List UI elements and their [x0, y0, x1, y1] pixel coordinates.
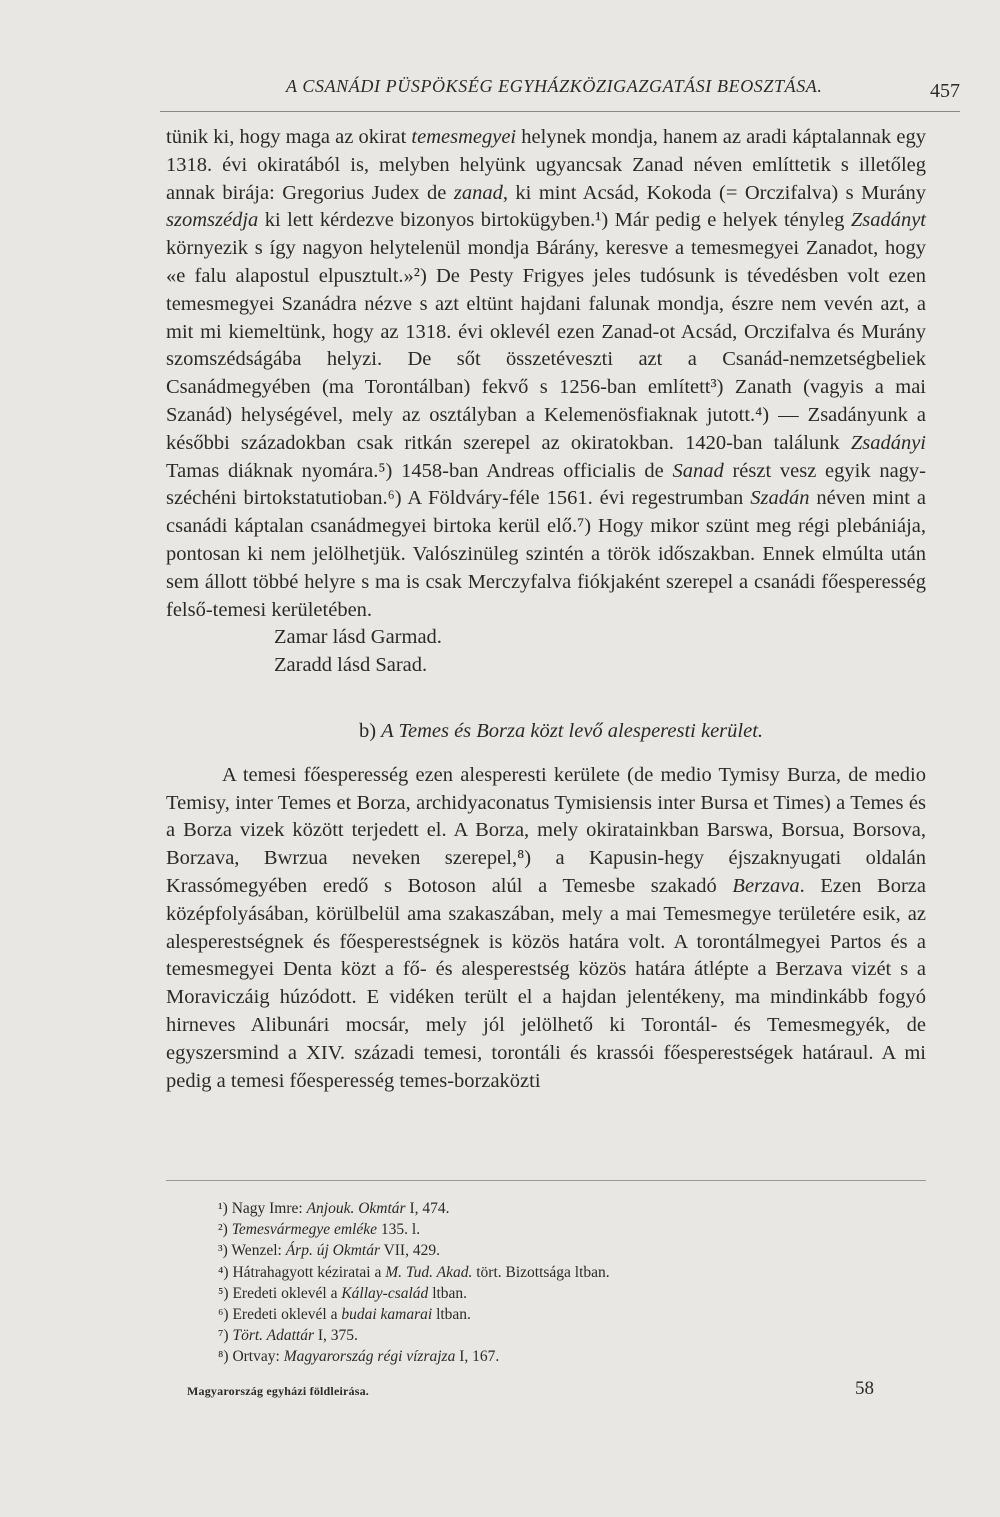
section-letter: b) [358, 719, 382, 742]
italic-term: Szadán [750, 487, 810, 510]
footnote-3: ³) Wenzel: Árp. új Okmtár VII, 429. [218, 1242, 440, 1260]
text-run: ki lett kérdezve bizonyos birtokügyben.¹) Már pedig e helyek tényleg [258, 209, 851, 232]
text-run: helynek mondja, hanem az aradi káptalannak egy 1318. évi okiratából is, melyben helyünk ugyancsak Zanad néven említtetik s illetőleg annak birája: Gregorius Judex de [166, 126, 926, 204]
italic-term: Berzava [732, 874, 800, 897]
cross-reference-zaradd: Zaradd lásd Sarad. [274, 654, 428, 677]
cross-reference-zamar: Zamar lásd Garmad. [274, 626, 442, 649]
paragraph-1 [166, 124, 926, 624]
italic-term: zanad [453, 181, 503, 204]
footnote-5: ⁵) Eredeti oklevél a Kállay-család ltban. [218, 1284, 468, 1302]
italic-term: szomszédja [166, 209, 259, 232]
text-run: , ki mint Acsád, Kokoda (= Orczifalva) s Murány [502, 181, 927, 204]
text-run: környezik s így nagyon helytelenül mondja Bárány, keresve a temesmegyei Zanadot, hogy «e falu alapostul elpusztult.»²) De Pesty Frigyes jeles tudósunk is tévedésben volt ezen temesmegyei Szanádra nézve s azt eltünt hajdani falunak mondja, észre nem vevén azt, a mit mi kiemeltünk, hogy az 1318. évi oklevél ezen Zanad-ot Acsád, Orczifalva és Murány szomszédságába helyzi. De sőt összetéveszti azt a Csanád-nemzetségbeliek Csanádmegyében (ma Torontálban) fekvő s 1256-ban említett³) Zanath (vagyis a mai Szanád) helységével, mely az osztályban a Kelemenösfiaknak jutott.⁴) — Zsadányunk a későbbi századokban csak ritkán szerepel az okiratokban. 1420-ban találunk [166, 237, 926, 454]
section-heading [166, 718, 926, 746]
text-run: A temesi főesperesség ezen alesperesti kerülete (de medio Tymisy Burza, de medio Temisy, inter Temes et Borza, archidyaconatus Tymisiensis inter Bursa et Times) a Temes és a Borza vizek között terjedett el. A Borza, mely okiratainkban Barswa, Borsua, Borsova, Borzava, Bwrzua neveken szerepel,⁸) a Kapusin-hegy éjszaknyugati oldalán Krassómegyében eredő s Botoson alúl a Temesbe szakadó [166, 763, 926, 897]
italic-term: Zsadányt [850, 209, 926, 232]
footnote-4: ⁴) Hátrahagyott kéziratai a M. Tud. Akad. tört. Bizottsága ltban. [218, 1263, 610, 1281]
running-header [160, 76, 960, 106]
text-run: . Ezen Borza középfolyásában, körülbelül ama szakaszában, mely a mai Temesmegye területére esik, az alesperestségnek és főesperestségnek is közös határa volt. A torontálmegyei Partos és a temesmegyei Denta közt a fő- és alesperestség közös határa átlépte a Berzava vizét s a Moraviczáig húzódott. E vidéken terült el a hajdan jelentékeny, ma mindinkább fogyó hirneves Alibunári mocsár, mely jól jelölhető ki Torontál- és Temesmegyék, de egyszersmind a XIV. századi temesi, torontáli és krassói főesperestségek határaul. A mi pedig a temesi főesperesség temes-borzaközti [166, 874, 926, 1092]
text-run: részt vesz egyik nagy-széchéni birtokstatutioban.⁶) A Földváry-féle 1561. évi regestrumban [166, 459, 926, 510]
italic-term: Zsadányi [850, 431, 926, 454]
paragraph-2 [166, 762, 926, 1096]
signature-number: 58 [855, 1378, 874, 1399]
signature-line: Magyarország egyházi földleirása. [187, 1384, 370, 1398]
running-title: A CSANÁDI PÜSPÖKSÉG EGYHÁZKÖZIGAZGATÁSI BEOSZTÁSA. [286, 76, 823, 96]
footnote-6: ⁶) Eredeti oklevél a budai kamarai ltban. [218, 1306, 471, 1324]
footnotes [218, 1198, 818, 1368]
text-run: Tamas diáknak nyomára.⁵) 1458-ban Andreas officialis de [166, 459, 673, 482]
italic-term: Sanad [672, 459, 724, 482]
text-run: tünik ki, hogy maga az okirat [166, 126, 412, 148]
footnote-8: ⁸) Ortvay: Magyarország régi vízrajza I, 167. [218, 1348, 500, 1366]
footnote-rule [166, 1180, 926, 1181]
footnote-1: ¹) Nagy Imre: Anjouk. Okmtár I, 474. [218, 1200, 450, 1217]
body-text [166, 124, 926, 1095]
section-title: A Temes és Borza közt levő alesperesti kerület. [381, 719, 764, 742]
italic-term: temesmegyei [411, 126, 517, 148]
page-number: 457 [930, 80, 960, 102]
header-rule [160, 111, 960, 112]
footnote-2: ²) Temesvármegye emléke 135. l. [218, 1221, 421, 1239]
text-run: néven mint a csanádi káptalan csanádmegyei birtoka kerül elő.⁷) Hogy mikor szünt meg régi plebániája, pontosan ki nem jelölhetjük. Valószinüleg szintén a török időszakban. Ennek elmúlta után sem állott többé helyre s ma is csak Merczyfalva fiókjaként szerepel a csanádi főesperesség felső-temesi kerületében. [166, 487, 926, 621]
footnote-7: ⁷) Tört. Adattár I, 375. [218, 1327, 358, 1345]
